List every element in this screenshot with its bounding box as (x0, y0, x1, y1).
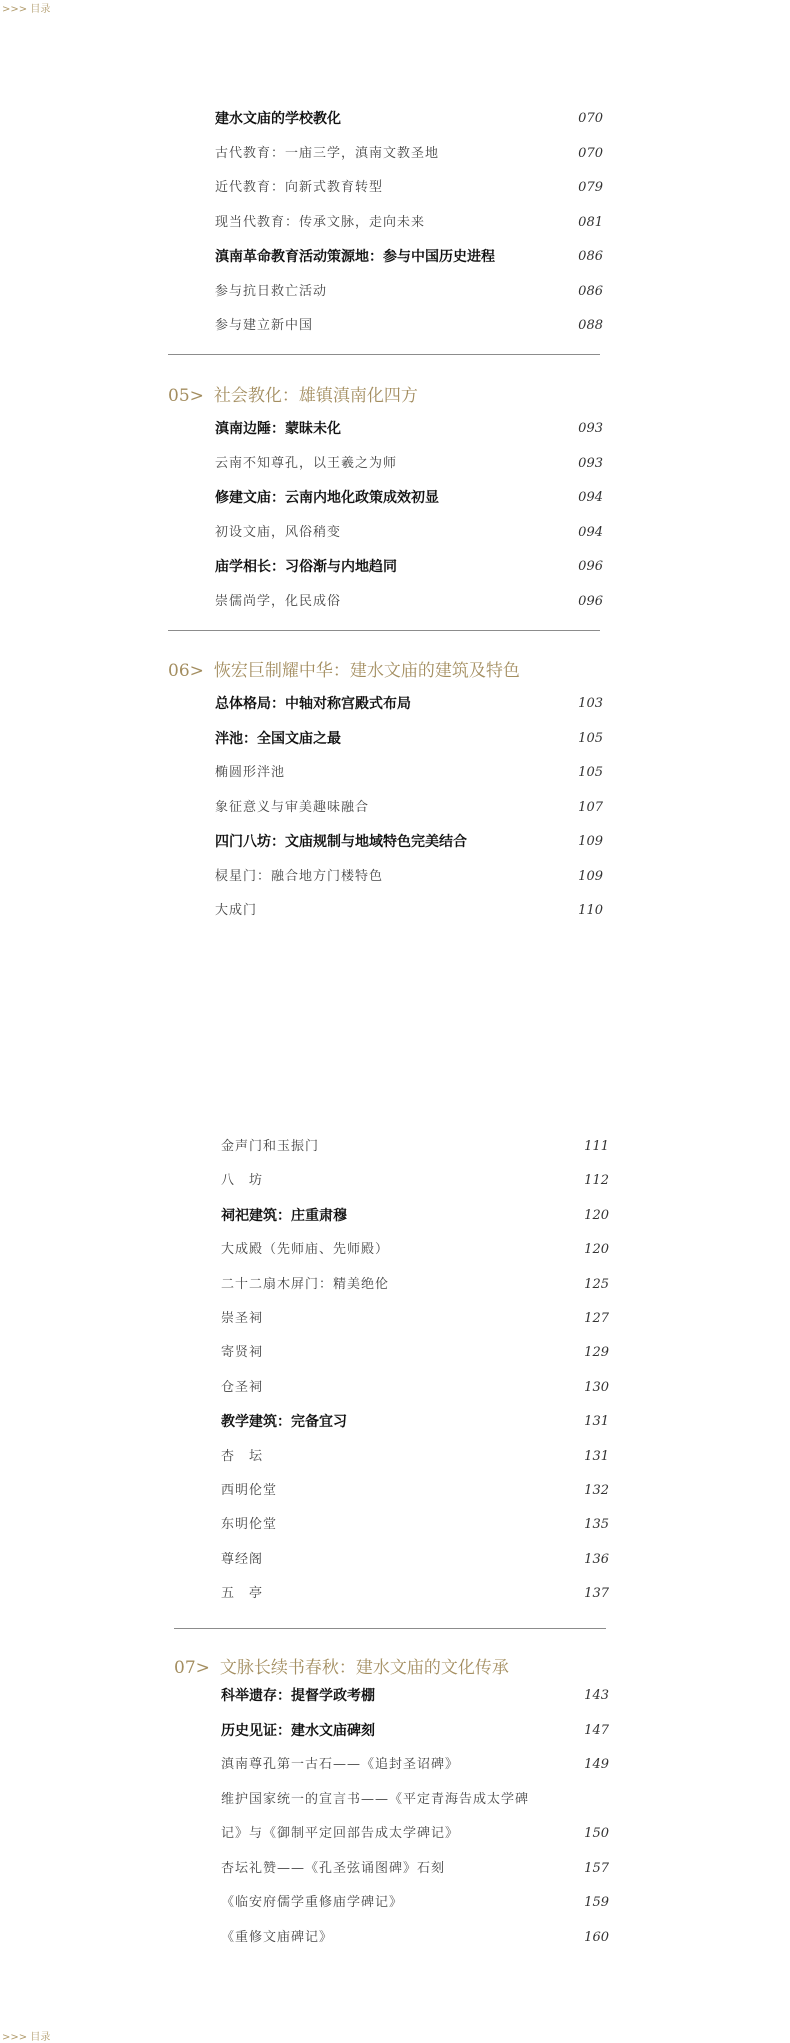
subsection-title: 金声门和玉振门 (221, 1139, 320, 1154)
toc-entry[interactable] (221, 1858, 609, 1880)
section-title: 泮池：全国文庙之最 (215, 730, 341, 747)
page-number: 130 (584, 1379, 609, 1395)
page-number: 109 (578, 868, 603, 884)
toc-entry[interactable] (221, 1411, 609, 1433)
subsection-title: 古代教育：一庙三学，滇南文教圣地 (215, 145, 440, 161)
subsection-title: 滇南尊孔第一古石——《追封圣诏碑》 (221, 1757, 460, 1772)
subsection-title: 近代教育：向新式教育转型 (215, 180, 384, 195)
subsection-title: 参与建立新中国 (215, 318, 314, 333)
page-number: 096 (578, 593, 603, 609)
toc-entry[interactable] (215, 281, 603, 303)
page-number: 149 (584, 1757, 609, 1772)
subsection-title: 参与抗日救亡活动 (215, 283, 328, 299)
toc-entry[interactable] (215, 453, 603, 475)
toc-entry[interactable] (221, 1823, 609, 1845)
subsection-title: 寄贤祠 (221, 1345, 264, 1361)
toc-entry[interactable] (221, 1583, 609, 1605)
toc-entry[interactable] (221, 1170, 609, 1192)
section-title: 庙学相长：习俗渐与内地趋同 (215, 559, 397, 575)
toc-entry[interactable] (215, 143, 603, 165)
page-number: 079 (578, 180, 603, 195)
toc-entry[interactable] (215, 762, 603, 784)
subsection-title: 大成殿（先师庙、先师殿） (221, 1242, 390, 1258)
page-number: 093 (578, 421, 603, 436)
toc-entry[interactable] (221, 1239, 609, 1261)
subsection-title: 椭圆形泮池 (215, 765, 286, 780)
section-title: 四门八坊：文庙规制与地域特色完美结合 (215, 834, 467, 850)
subsection-title: 杏坛礼赞——《孔圣弦诵图碑》石刻 (221, 1860, 446, 1876)
page-number: 127 (584, 1311, 609, 1326)
page-number: 132 (584, 1483, 609, 1498)
page-number: 105 (578, 730, 603, 746)
toc-entry[interactable] (221, 1927, 609, 1949)
toc-entry[interactable] (221, 1754, 609, 1776)
section-divider (174, 1628, 606, 1629)
page-number: 086 (578, 283, 603, 299)
toc-entry[interactable] (215, 487, 603, 509)
toc-entry[interactable] (221, 1136, 609, 1158)
toc-entry[interactable] (215, 108, 603, 130)
toc-link-bottom[interactable]: >>> 目录 (2, 2032, 51, 2043)
chapter-number: 05> (168, 386, 204, 406)
section-title: 历史见证：建水文庙碑刻 (221, 1722, 375, 1739)
toc-entry[interactable] (215, 212, 603, 234)
section-divider (168, 630, 600, 631)
page-number: 112 (584, 1173, 609, 1189)
toc-entry[interactable] (221, 1446, 609, 1468)
subsection-title: 现当代教育：传承文脉，走向未来 (215, 214, 426, 230)
page-number: 070 (578, 145, 603, 161)
subsection-title: 《临安府儒学重修庙学碑记》 (221, 1895, 404, 1910)
toc-entry[interactable] (215, 900, 603, 922)
toc-entry[interactable] (215, 591, 603, 613)
page-number: 135 (584, 1517, 609, 1533)
section-title: 教学建筑：完备宜习 (221, 1414, 347, 1431)
toc-entry[interactable] (221, 1480, 609, 1502)
chapter-title: 恢宏巨制耀中华：建水文庙的建筑及特色 (213, 661, 520, 681)
page-number: 150 (584, 1826, 609, 1841)
subsection-title: 杏 坛 (221, 1448, 264, 1464)
section-title: 滇南革命教育活动策源地：参与中国历史进程 (215, 249, 495, 265)
toc-entry[interactable] (221, 1685, 609, 1707)
page-number: 105 (578, 765, 603, 780)
page-number: 109 (578, 834, 603, 849)
page-number: 137 (584, 1586, 609, 1602)
page-number: 088 (578, 318, 603, 333)
subsection-title: 五 亭 (221, 1586, 264, 1602)
section-title: 建水文庙的学校教化 (215, 111, 341, 127)
toc-entry[interactable] (215, 522, 603, 544)
subsection-title: 《重修文庙碑记》 (221, 1929, 334, 1945)
toc-entry[interactable] (221, 1514, 609, 1536)
page-number: 096 (578, 559, 603, 574)
toc-entry[interactable] (215, 418, 603, 440)
page-number: 157 (584, 1860, 609, 1876)
page-number: 131 (584, 1414, 609, 1430)
subsection-title: 初设文庙，风俗稍变 (215, 524, 342, 540)
subsection-title: 东明伦堂 (221, 1517, 278, 1533)
subsection-title: 西明伦堂 (221, 1483, 278, 1498)
section-title: 总体格局：中轴对称宫殿式布局 (215, 696, 411, 712)
toc-entry[interactable] (215, 177, 603, 199)
subsection-title: 棂星门：融合地方门楼特色 (215, 868, 384, 884)
page-number: 136 (584, 1551, 609, 1567)
subsection-title: 崇圣祠 (221, 1311, 264, 1326)
subsection-title: 记》与《御制平定回部告成太学碑记》 (221, 1826, 460, 1841)
subsection-title: 云南不知尊孔，以王羲之为师 (215, 455, 398, 471)
toc-link-top[interactable]: >>> 目录 (2, 4, 51, 15)
toc-entry[interactable] (221, 1377, 609, 1399)
toc-entry[interactable] (221, 1720, 609, 1742)
subsection-title: 大成门 (215, 903, 258, 918)
page-number: 107 (578, 799, 603, 815)
page-number: 086 (578, 249, 603, 264)
toc-entry[interactable] (215, 797, 603, 819)
subsection-title: 仓圣祠 (221, 1379, 264, 1395)
page-number: 093 (578, 455, 603, 471)
toc-entry[interactable] (215, 831, 603, 853)
subsection-title: 八 坊 (221, 1173, 264, 1189)
subsection-title: 象征意义与审美趣味融合 (215, 799, 370, 815)
page-number: 143 (584, 1688, 609, 1703)
toc-entry[interactable] (215, 315, 603, 337)
page-number: 120 (584, 1242, 609, 1258)
page-number: 120 (584, 1207, 609, 1223)
section-title: 修建文庙：云南内地化政策成效初显 (215, 490, 439, 506)
chapter-05-heading[interactable] (168, 381, 418, 406)
subsection-title: 维护国家统一的宣言书——《平定青海告成太学碑 (221, 1791, 530, 1807)
section-title: 祠祀建筑：庄重肃穆 (221, 1207, 347, 1224)
toc-entry[interactable] (221, 1274, 609, 1296)
toc-entry[interactable] (221, 1549, 609, 1571)
toc-entry[interactable] (221, 1205, 609, 1227)
toc-entry[interactable] (215, 866, 603, 888)
page-number: 131 (584, 1448, 609, 1464)
toc-entry[interactable] (221, 1342, 609, 1364)
section-title: 科举遗存：提督学政考棚 (221, 1688, 375, 1704)
page-number: 129 (584, 1345, 609, 1361)
subsection-title: 二十二扇木屏门：精美绝伦 (221, 1276, 390, 1292)
page-number: 125 (584, 1276, 609, 1292)
page-number: 094 (578, 490, 603, 505)
page-number: 103 (578, 696, 603, 711)
page-number: 081 (578, 214, 603, 230)
chapter-07-heading[interactable] (174, 1653, 509, 1678)
page-number: 160 (584, 1929, 609, 1945)
section-title: 滇南边陲：蒙昧未化 (215, 421, 341, 437)
toc-entry[interactable] (215, 556, 603, 578)
toc-entry[interactable] (215, 728, 603, 750)
chapter-number: 06> (168, 661, 204, 681)
page-number: 094 (578, 524, 603, 540)
toc-entry[interactable] (221, 1308, 609, 1330)
chapter-number: 07> (174, 1658, 210, 1678)
toc-entry[interactable] (221, 1892, 609, 1914)
page-number: 159 (584, 1895, 609, 1910)
toc-entry[interactable] (215, 693, 603, 715)
page-number: 147 (584, 1722, 609, 1738)
section-divider (168, 354, 600, 355)
subsection-title: 崇儒尚学，化民成俗 (215, 593, 342, 609)
subsection-title: 尊经阁 (221, 1551, 264, 1567)
page-number: 111 (584, 1139, 609, 1154)
page-number: 070 (578, 111, 603, 126)
page-number: 110 (578, 903, 603, 918)
chapter-06-heading[interactable] (168, 656, 520, 681)
toc-entry[interactable] (221, 1789, 609, 1811)
chapter-title: 社会教化：雄镇滇南化四方 (213, 386, 418, 406)
chapter-title: 文脉长续书春秋：建水文庙的文化传承 (219, 1658, 509, 1678)
toc-entry[interactable] (215, 246, 603, 268)
